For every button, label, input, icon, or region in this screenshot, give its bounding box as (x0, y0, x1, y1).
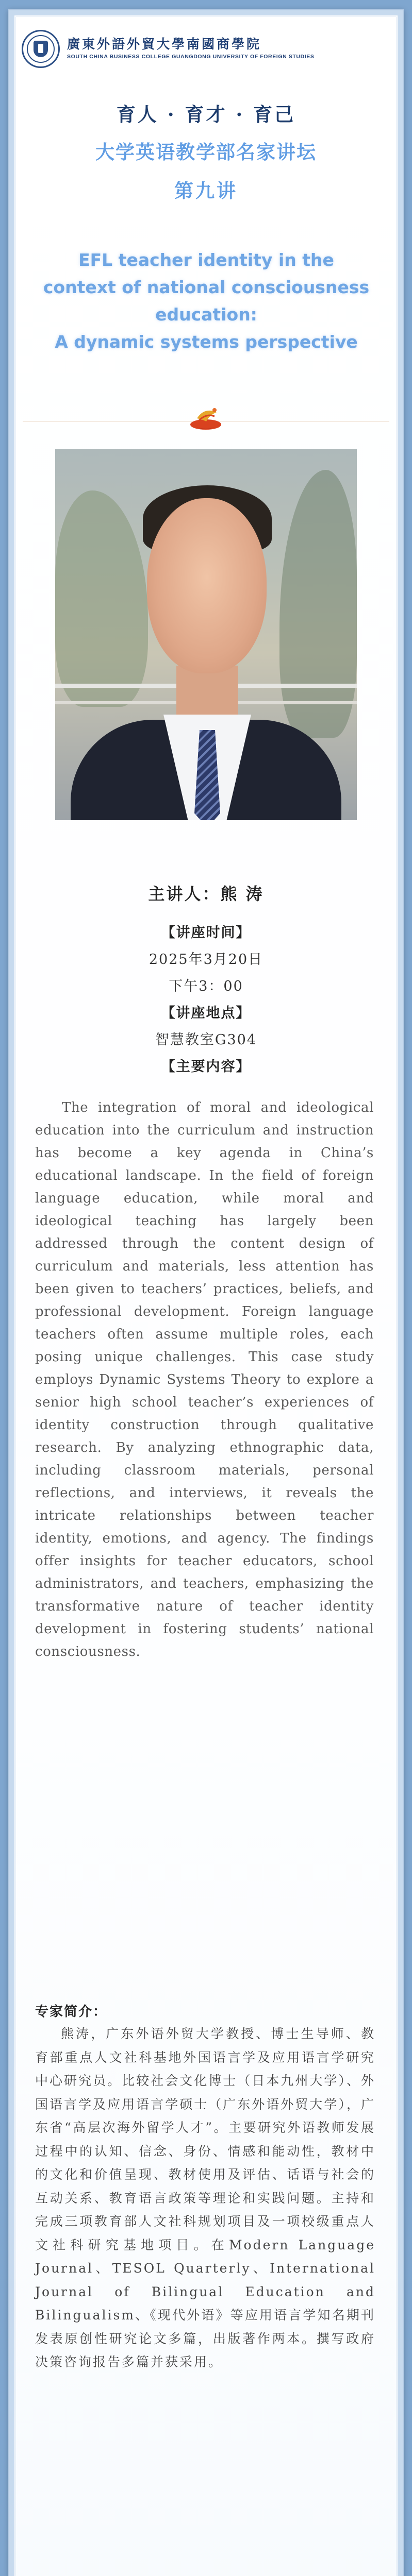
lecture-number: 第九讲 (174, 179, 238, 202)
school-header (22, 30, 383, 81)
forum-title: 大学英语教学部名家讲坛 (95, 141, 317, 163)
school-name-en: SOUTH CHINA BUSINESS COLLEGE GUANGDONG UNIVERSITY OF FOREIGN STUDIES (67, 54, 315, 60)
place-label: 【讲座地点】 (161, 1005, 251, 1021)
lecture-time: 下午3：00 (169, 978, 243, 994)
english-lecture-title (36, 246, 376, 355)
speaker-photo (55, 449, 357, 820)
english-title-line: context of national consciousness (43, 277, 370, 297)
speaker-bio: 熊涛，广东外语外贸大学教授、博士生导师、教育部重点人文社科基地外国语言学及应用语言学研究中心研究员。比较社会文化博士（日本九州大学）、外国语言学及应用语言学硕士（广东外语外贸大学），广东省“高层次海外留学人才”。主要研究外语教师发展过程中的认知、信念、身份、情感和能动性，教材中的文化和价值呈现、教材使用及评估、话语与社会的互动关系、教育语言政策等理论和实践问题。主持和完成三项教育部人文社科规划项目及一项校级重点人文社科研究基地项目。在Modern Language Journal、TESOL Quarterly、International Journal of Bilingual Education and Bilingualism、《现代外语》等应用语言学知名期刊发表原创性研究论文多篇，出版著作两本。撰写政府决策咨询报告多篇并获采用。 (35, 2026, 375, 2369)
bio-heading: 专家简介： (35, 2004, 108, 2020)
lecture-abstract: The integration of moral and ideological education into the curriculum and instruction has become a key agenda in China’s educational landscape. In the field of foreign language education, while moral and ideological teaching has largely been addressed through the content design of curriculum and materials, less attention has been given to teachers’ practices, beliefs, and professional development. Foreign language teachers often assume multiple roles, each posing unique challenges. This case study employs Dynamic Systems Theory to explore a senior high school teacher’s experiences of identity construction through qualitative research. By analyzing ethnographic data, including classroom materials, personal reflections, and interviews, it reveals the intricate relationships between teacher identity, emotions, and agency. The findings offer insights for teacher educators, school administrators, and teachers, emphasizing the transformative nature of teacher identity development in fostering students’ national consciousness. (35, 1100, 374, 1659)
lecture-place: 智慧教室G304 (155, 1032, 257, 1048)
school-name-cn: 廣東外語外貿大學南國商學院 (67, 37, 262, 52)
lecture-date: 2025年3月20日 (149, 952, 263, 968)
slogan-title: 育人 · 育才 · 育己 (116, 103, 296, 126)
english-title-line: EFL teacher identity in the (78, 250, 334, 270)
time-label: 【讲座时间】 (161, 925, 251, 941)
content-label: 【主要内容】 (161, 1059, 251, 1075)
decorative-ornament-icon (184, 398, 228, 434)
school-logo-icon (22, 30, 60, 68)
english-title-line: education: (155, 304, 257, 325)
speaker-name: 主讲人：熊 涛 (148, 884, 264, 904)
english-title-line: A dynamic systems perspective (55, 332, 358, 352)
